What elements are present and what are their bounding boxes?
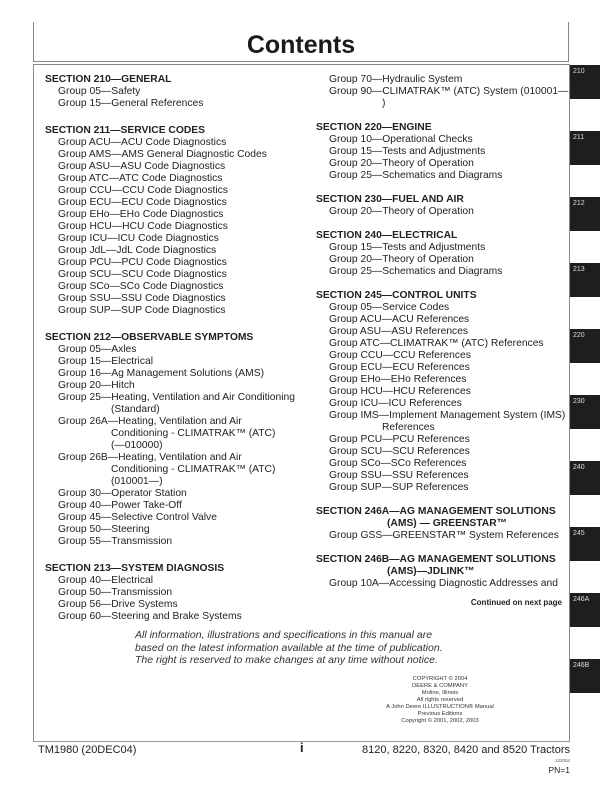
group-entry[interactable]: Group 15—General References	[58, 98, 204, 109]
group-entry[interactable]: Group 20—Theory of Operation	[329, 206, 474, 217]
group-entry[interactable]: )	[382, 98, 386, 109]
notice-text: All information, illustrations and specifications in this manual are based on the latest information available at the time of publication. The right is reserved to make changes at any time without notice.	[135, 629, 443, 666]
group-entry[interactable]: (—010000)	[111, 440, 163, 451]
section-tab[interactable]: 240	[570, 461, 600, 495]
group-entry[interactable]: Group 20—Hitch	[58, 380, 135, 391]
section-heading[interactable]: SECTION 220—ENGINE	[316, 122, 432, 133]
group-entry[interactable]: References	[382, 422, 435, 433]
group-entry[interactable]: Group SCU—SCU References	[329, 446, 470, 457]
section-heading[interactable]: SECTION 211—SERVICE CODES	[45, 125, 206, 136]
group-entry[interactable]: Group 45—Selective Control Valve	[58, 512, 217, 523]
group-entry[interactable]: Group 25—Schematics and Diagrams	[329, 170, 503, 181]
group-entry[interactable]: Group 05—Service Codes	[329, 302, 450, 313]
group-entry[interactable]: Group 56—Drive Systems	[58, 599, 178, 610]
date-code: 122004	[554, 758, 570, 763]
section-heading[interactable]: (AMS)—JDLINK™	[387, 566, 475, 577]
section-tab[interactable]: 210	[570, 65, 600, 99]
copyright-line: COPYRIGHT © 2004	[412, 676, 468, 682]
group-entry[interactable]: Group 10—Operational Checks	[329, 134, 473, 145]
section-heading[interactable]: SECTION 245—CONTROL UNITS	[316, 290, 477, 301]
group-entry[interactable]: Group 20—Theory of Operation	[329, 158, 474, 169]
toc-section	[316, 194, 566, 218]
section-heading[interactable]: SECTION 246A—AG MANAGEMENT SOLUTIONS	[316, 506, 556, 517]
group-entry[interactable]: Group 55—Transmission	[58, 536, 173, 547]
group-entry[interactable]: (010001—)	[111, 476, 163, 487]
group-entry[interactable]: Group HCU—HCU References	[329, 386, 471, 397]
toc-section	[316, 554, 566, 590]
group-entry[interactable]: Group 60—Steering and Brake Systems	[58, 611, 242, 622]
group-entry[interactable]: Group 26B—Heating, Ventilation and Air	[58, 452, 242, 463]
group-entry[interactable]: Group GSS—GREENSTAR™ System References	[329, 530, 559, 541]
title-box	[33, 22, 569, 62]
toc-section	[45, 74, 307, 110]
group-entry[interactable]: Group CCU—CCU References	[329, 350, 471, 361]
group-entry[interactable]: Group 30—Operator Station	[58, 488, 187, 499]
group-entry[interactable]: Group SSU—SSU References	[329, 470, 469, 481]
group-entry[interactable]: Group 50—Transmission	[58, 587, 173, 598]
pn-number: PN=1	[548, 765, 570, 775]
group-entry[interactable]: Group ACU—ACU Code Diagnostics	[58, 137, 227, 148]
group-entry[interactable]: Group 16—Ag Management Solutions (AMS)	[58, 368, 265, 379]
group-entry[interactable]: (Standard)	[111, 404, 160, 415]
group-entry[interactable]: Group ACU—ACU References	[329, 314, 470, 325]
group-entry[interactable]: Group 10A—Accessing Diagnostic Addresses and	[329, 578, 558, 589]
copyright-line: Previous Editions	[417, 711, 463, 717]
group-entry[interactable]: Group EHo—EHo References	[329, 374, 467, 385]
section-heading[interactable]: SECTION 212—OBSERVABLE SYMPTOMS	[45, 332, 254, 343]
group-entry[interactable]: Group ECU—ECU References	[329, 362, 470, 373]
page-title: Contents	[246, 31, 356, 59]
group-entry[interactable]: Group 15—Tests and Adjustments	[329, 242, 486, 253]
toc-section	[45, 332, 307, 548]
group-entry[interactable]: Group JdL—JdL Code Diagnostics	[58, 245, 217, 256]
group-entry[interactable]: Group SCU—SCU Code Diagnostics	[58, 269, 227, 280]
group-entry[interactable]: Group 05—Safety	[58, 86, 141, 97]
group-entry[interactable]: Group 25—Heating, Ventilation and Air Conditioning	[58, 392, 295, 403]
group-entry[interactable]: Conditioning - CLIMATRAK™ (ATC)	[111, 464, 276, 475]
group-entry[interactable]: Group ASU—ASU Code Diagnostics	[58, 161, 226, 172]
group-entry[interactable]: Group 25—Schematics and Diagrams	[329, 266, 503, 277]
group-entry[interactable]: Group SCo—SCo Code Diagnostics	[58, 281, 224, 292]
group-entry[interactable]: Group PCU—PCU References	[329, 434, 470, 445]
group-entry[interactable]: Conditioning - CLIMATRAK™ (ATC)	[111, 428, 276, 439]
group-entry[interactable]: Group IMS—Implement Management System (IMS)	[329, 410, 566, 421]
left-column	[45, 74, 307, 623]
toc-section	[316, 74, 569, 110]
group-entry[interactable]: Group ATC—ATC Code Diagnostics	[58, 173, 223, 184]
section-tab[interactable]: 230	[570, 395, 600, 429]
section-heading[interactable]: SECTION 246B—AG MANAGEMENT SOLUTIONS	[316, 554, 556, 565]
group-entry[interactable]: Group SUP—SUP Code Diagnostics	[58, 305, 226, 316]
group-entry[interactable]: Group SCo—SCo References	[329, 458, 467, 469]
toc-section	[45, 125, 307, 317]
section-tab[interactable]: 246B	[570, 659, 600, 693]
group-entry[interactable]: Group ECU—ECU Code Diagnostics	[58, 197, 227, 208]
section-heading[interactable]: SECTION 230—FUEL AND AIR	[316, 194, 464, 205]
group-entry[interactable]: Group 50—Steering	[58, 524, 150, 535]
section-heading[interactable]: SECTION 240—ELECTRICAL	[316, 230, 458, 241]
toc-section	[316, 506, 566, 542]
right-column	[316, 74, 569, 590]
section-heading[interactable]: SECTION 213—SYSTEM DIAGNOSIS	[45, 563, 225, 574]
group-entry[interactable]: Group ICU—ICU References	[329, 398, 462, 409]
group-entry[interactable]: Group 40—Electrical	[58, 575, 153, 586]
group-entry[interactable]: Group EHo—EHo Code Diagnostics	[58, 209, 224, 220]
group-entry[interactable]: Group CCU—CCU Code Diagnostics	[58, 185, 228, 196]
section-tab[interactable]: 212	[570, 197, 600, 231]
copyright-line: A John Deere ILLUSTRUCTION® Manual	[386, 704, 494, 710]
section-heading[interactable]: SECTION 210—GENERAL	[45, 74, 172, 85]
group-entry[interactable]: Group 15—Tests and Adjustments	[329, 146, 486, 157]
copyright-block	[360, 676, 520, 725]
group-entry[interactable]: Group HCU—HCU Code Diagnostics	[58, 221, 228, 232]
section-heading[interactable]: (AMS) — GREENSTAR™	[387, 518, 507, 529]
group-entry[interactable]: Group 40—Power Take-Off	[58, 500, 182, 511]
group-entry[interactable]: Group AMS—AMS General Diagnostic Codes	[58, 149, 267, 160]
section-tab[interactable]: 246A	[570, 593, 600, 627]
group-entry[interactable]: Group 20—Theory of Operation	[329, 254, 474, 265]
section-tab[interactable]: 245	[570, 527, 600, 561]
group-entry[interactable]: Group 70—Hydraulic System	[329, 74, 463, 85]
group-entry[interactable]: Group 26A—Heating, Ventilation and Air	[58, 416, 242, 427]
toc-section	[316, 122, 566, 182]
toc-section	[45, 563, 307, 623]
group-entry[interactable]: Group SSU—SSU Code Diagnostics	[58, 293, 226, 304]
section-tab[interactable]: 220	[570, 329, 600, 363]
group-entry[interactable]: Group ATC—CLIMATRAK™ (ATC) References	[329, 338, 544, 349]
copyright-line: Copyright © 2001, 2002, 2003	[401, 718, 479, 724]
page-number: i	[300, 740, 304, 755]
continued-note: Continued on next page	[470, 598, 562, 607]
toc-section	[316, 230, 566, 278]
group-entry[interactable]: Group 90—CLIMATRAK™ (ATC) System (010001—	[329, 86, 569, 97]
group-entry[interactable]: Group PCU—PCU Code Diagnostics	[58, 257, 227, 268]
copyright-line: DEERE & COMPANY	[412, 683, 468, 689]
group-entry[interactable]: Group 05—Axles	[58, 344, 137, 355]
section-tab[interactable]: 213	[570, 263, 600, 297]
copyright-line: All rights reserved	[416, 697, 464, 703]
group-entry[interactable]: Group ICU—ICU Code Diagnostics	[58, 233, 219, 244]
manual-id: TM1980 (20DEC04)	[38, 744, 137, 756]
group-entry[interactable]: Group SUP—SUP References	[329, 482, 469, 493]
section-tab[interactable]: 211	[570, 131, 600, 165]
tractor-models: 8120, 8220, 8320, 8420 and 8520 Tractors	[362, 744, 570, 756]
group-entry[interactable]: Group ASU—ASU References	[329, 326, 469, 337]
copyright-line: Moline, Illinois	[421, 690, 459, 696]
group-entry[interactable]: Group 15—Electrical	[58, 356, 153, 367]
toc-section	[316, 290, 566, 494]
